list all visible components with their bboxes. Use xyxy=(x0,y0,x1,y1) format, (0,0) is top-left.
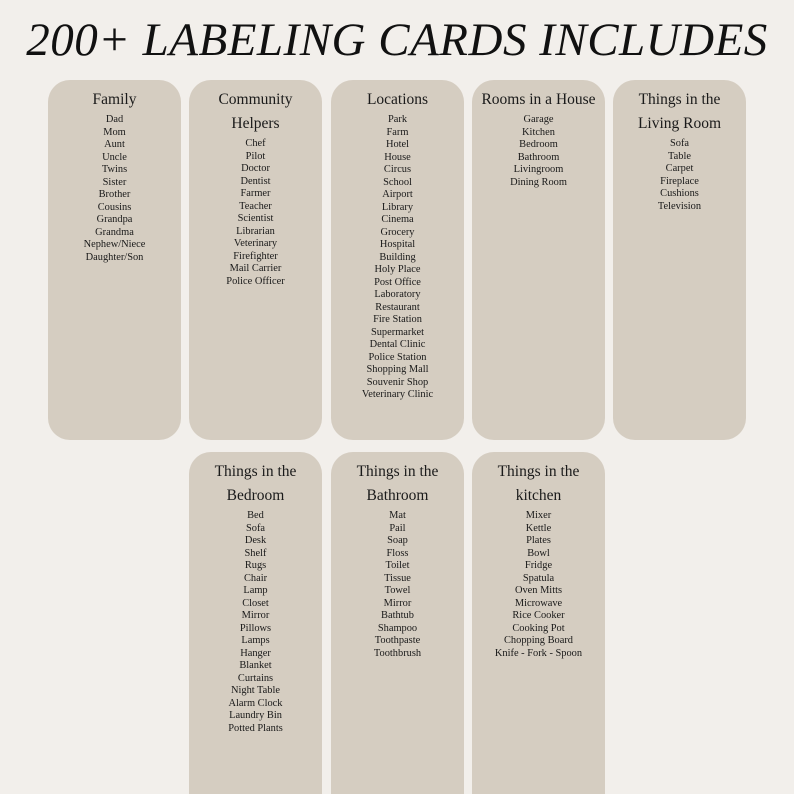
card-item: Oven Mitts xyxy=(514,585,563,596)
page-title: 200+ LABELING CARDS INCLUDES xyxy=(26,14,768,66)
card-item: Laboratory xyxy=(374,289,421,300)
card-item: Alarm Clock xyxy=(228,697,283,709)
card-item: Police Station xyxy=(368,351,427,363)
card-item: Potted Plants xyxy=(228,722,283,734)
card-item: Grocery xyxy=(380,226,415,238)
card-item: Mirror xyxy=(383,597,412,609)
card-locations xyxy=(331,80,464,440)
card-item: Knife - Fork - Spoon xyxy=(494,647,583,659)
card-item: Restaurant xyxy=(375,301,420,313)
card-bedroom xyxy=(189,452,322,794)
card-item: Plates xyxy=(526,535,551,546)
card-item: Grandpa xyxy=(96,214,133,225)
card-item: Scientist xyxy=(237,213,274,224)
card-item: Table xyxy=(668,150,691,162)
card-item: Mail Carrier xyxy=(229,263,282,274)
card-item: Mom xyxy=(103,126,126,138)
card-item: Shampoo xyxy=(377,622,418,634)
card-item: Dental Clinic xyxy=(369,339,426,350)
card-item: Cushions xyxy=(660,188,699,199)
card-title: Community Helpers xyxy=(218,91,293,132)
card-item: Holy Place xyxy=(374,264,421,275)
card-item: Lamp xyxy=(243,585,268,596)
card-item: Carpet xyxy=(665,163,694,174)
card-item: Rice Cooker xyxy=(512,610,565,621)
card-item: Farm xyxy=(386,126,409,138)
card-item: Laundry Bin xyxy=(229,710,282,721)
card-item: Dining Room xyxy=(510,176,567,188)
card-item: Lamps xyxy=(241,635,270,646)
card-bathroom xyxy=(331,452,464,794)
card-item: Cooking Pot xyxy=(512,622,565,634)
card-item-list xyxy=(189,138,322,288)
card-rooms-in-a-house xyxy=(472,80,605,440)
card-item: Toothpaste xyxy=(374,635,421,646)
card-item: Veterinary xyxy=(233,238,278,249)
card-item: Post Office xyxy=(374,276,421,288)
card-item-list xyxy=(331,510,464,660)
card-item: Chef xyxy=(245,138,266,149)
card-item: Hanger xyxy=(240,647,271,659)
card-item: Cinema xyxy=(381,214,414,225)
card-item: Night Table xyxy=(230,685,280,696)
card-title: Things in the kitchen xyxy=(497,463,580,504)
card-item: Teacher xyxy=(239,200,272,212)
card-title: Things in the Bathroom xyxy=(356,463,439,504)
card-living-room xyxy=(613,80,746,440)
card-item: Mat xyxy=(389,510,406,521)
card-item: Supermarket xyxy=(370,326,425,338)
card-item: House xyxy=(384,151,411,163)
card-item: Closet xyxy=(242,597,269,609)
card-item: School xyxy=(383,176,412,188)
card-item: Chair xyxy=(243,572,268,584)
card-item: Grandma xyxy=(95,226,134,238)
card-item: Toothbrush xyxy=(373,647,422,659)
card-title: Family xyxy=(92,91,137,108)
card-item: Shelf xyxy=(244,547,267,559)
card-item-list xyxy=(189,510,322,735)
card-item: Hospital xyxy=(379,239,416,250)
card-title: Locations xyxy=(366,91,429,108)
card-item: Floss xyxy=(386,547,409,559)
card-item: Soap xyxy=(387,535,408,546)
card-item: Sofa xyxy=(669,138,690,149)
card-item: Firefighter xyxy=(233,250,278,262)
card-item: Chopping Board xyxy=(504,635,573,646)
card-item: Tissue xyxy=(384,572,411,584)
card-community-helpers xyxy=(189,80,322,440)
card-item: Toilet xyxy=(385,560,410,571)
card-item: Pilot xyxy=(245,150,266,162)
card-item: Spatula xyxy=(522,572,555,584)
card-item: Fridge xyxy=(524,560,553,571)
card-item: Rugs xyxy=(244,560,267,571)
card-item: Sister xyxy=(102,176,127,188)
card-item-list xyxy=(331,114,464,402)
card-item: Uncle xyxy=(102,151,127,163)
card-title: Things in the Living Room xyxy=(637,91,722,132)
card-item: Blanket xyxy=(239,660,272,671)
card-item: Daughter/Son xyxy=(85,251,144,263)
card-item: Kettle xyxy=(525,522,552,534)
card-item: Veterinary Clinic xyxy=(361,389,434,400)
card-item: Microwave xyxy=(514,597,563,609)
card-item: Farmer xyxy=(240,188,271,199)
card-item: Towel xyxy=(384,585,411,596)
card-item: Twins xyxy=(101,164,128,175)
card-item: Fire Station xyxy=(373,314,422,325)
card-item: Mixer xyxy=(525,510,552,521)
card-item: Bathroom xyxy=(517,151,560,163)
card-title: Rooms in a House xyxy=(481,91,596,108)
card-item: Airport xyxy=(382,189,413,200)
card-item: Pail xyxy=(389,522,406,534)
card-item: Curtains xyxy=(237,672,274,684)
card-item: Mirror xyxy=(241,610,270,621)
card-item: Garage xyxy=(523,114,554,125)
card-item: Bed xyxy=(247,510,264,521)
card-family xyxy=(48,80,181,440)
card-kitchen xyxy=(472,452,605,794)
card-item: Kitchen xyxy=(522,126,555,138)
card-item: Cousins xyxy=(97,201,132,213)
card-item: Bedroom xyxy=(519,139,558,150)
card-item: Souvenir Shop xyxy=(366,376,429,388)
card-item: Pillows xyxy=(239,622,272,634)
card-item: Library xyxy=(381,201,414,213)
card-item: Fireplace xyxy=(660,175,699,187)
card-item: Sofa xyxy=(245,522,266,534)
card-item: Brother xyxy=(98,189,131,200)
card-item: Shopping Mall xyxy=(366,364,429,375)
card-item: Doctor xyxy=(241,163,270,174)
card-item: Aunt xyxy=(104,139,125,150)
card-item: Bathtub xyxy=(381,610,414,621)
card-item: Nephew/Niece xyxy=(83,239,146,250)
card-item: Desk xyxy=(244,535,267,546)
card-item: Building xyxy=(379,251,416,263)
card-item: Livingroom xyxy=(513,164,564,175)
card-item-list xyxy=(613,138,746,213)
card-item: Park xyxy=(387,114,408,125)
card-item: Television xyxy=(657,200,702,212)
card-title: Things in the Bedroom xyxy=(214,463,297,504)
card-item-list xyxy=(48,114,181,264)
card-item: Dad xyxy=(105,114,124,125)
card-item: Dentist xyxy=(240,175,271,187)
card-item-list xyxy=(472,510,605,660)
card-item: Circus xyxy=(383,164,412,175)
card-item: Librarian xyxy=(236,225,275,237)
card-item: Bowl xyxy=(527,547,550,559)
card-item: Police Officer xyxy=(226,275,285,287)
card-item: Hotel xyxy=(385,139,410,150)
card-item-list xyxy=(472,114,605,189)
